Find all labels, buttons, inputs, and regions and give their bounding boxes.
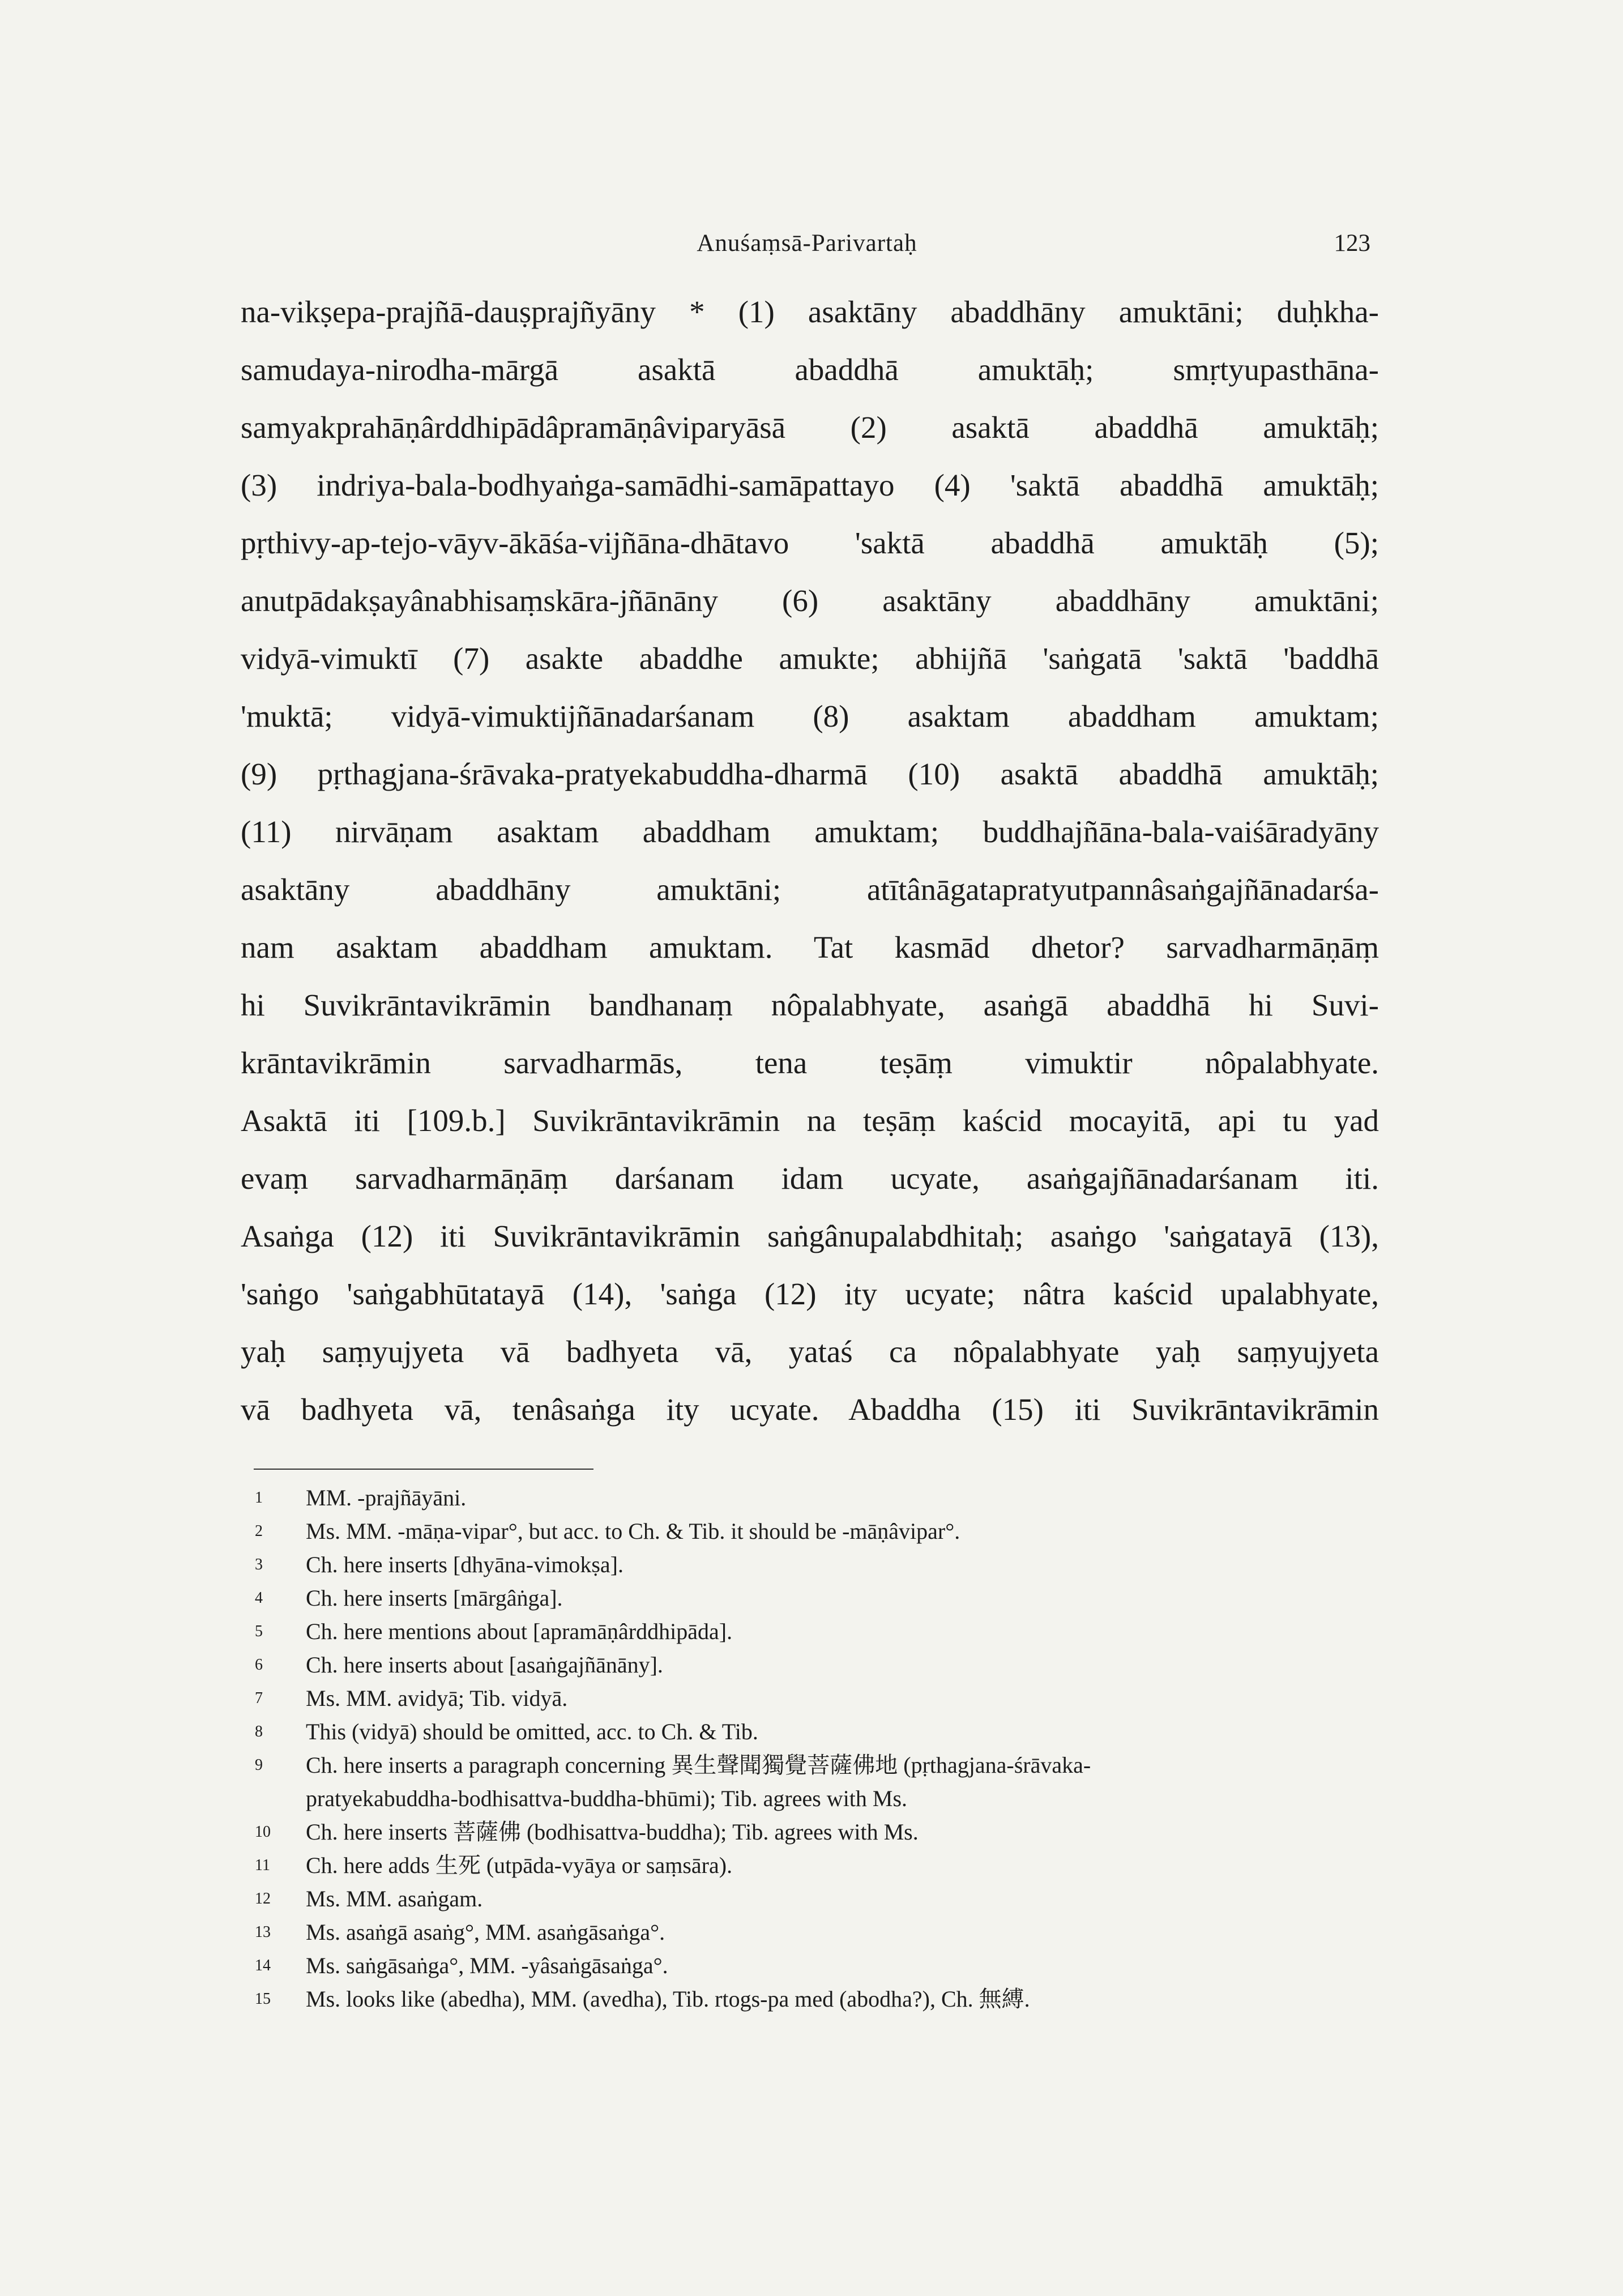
footnote-text: Ch. here inserts about [asaṅgajñānāny]. bbox=[306, 1652, 663, 1678]
text-line: pṛthivy-ap-tejo-vāyv-ākāśa-vijñāna-dhātavo 'saktā abaddhā amuktāḥ (5); bbox=[241, 526, 1379, 560]
footnote-number bbox=[249, 1782, 306, 1815]
footnote bbox=[249, 1615, 1365, 1648]
footnote bbox=[249, 1915, 1365, 1949]
footnote-number: 15 bbox=[255, 1990, 271, 2008]
footnote-text: Ch. here inserts 菩薩佛 (bodhisattva-buddha); Tib. agrees with Ms. bbox=[306, 1819, 919, 1845]
text-line: Asaktā iti [109.b.] Suvikrāntavikrāmin na teṣāṃ kaścid mocayitā, api tu yad bbox=[241, 1103, 1379, 1138]
footnote-number: 13 bbox=[255, 1923, 271, 1941]
footnote-number: 1 bbox=[255, 1489, 263, 1507]
footnote-text: Ms. looks like (abedha), MM. (avedha), Tib. rtogs-pa med (abodha?), Ch. 無縛. bbox=[306, 1986, 1030, 2012]
text-line: Asaṅga (12) iti Suvikrāntavikrāmin saṅgânupalabdhitaḥ; asaṅgo 'saṅgatayā (13), bbox=[241, 1219, 1379, 1253]
footnote-rule bbox=[254, 1469, 593, 1470]
footnote-text: Ms. asaṅgā asaṅg°, MM. asaṅgāsaṅga°. bbox=[306, 1919, 665, 1945]
footnote bbox=[249, 1648, 1365, 1682]
footnote-number: 8 bbox=[255, 1723, 263, 1740]
footnote-number: 11 bbox=[255, 1857, 270, 1874]
footnote-number: 9 bbox=[255, 1756, 263, 1774]
footnote-text: This (vidyā) should be omitted, acc. to Ch. & Tib. bbox=[306, 1719, 758, 1744]
footnote-number: 2 bbox=[255, 1522, 263, 1540]
footnote-number: 5 bbox=[255, 1623, 263, 1640]
footnote bbox=[249, 1849, 1365, 1882]
footnote-number: 4 bbox=[255, 1589, 263, 1607]
text-line: 'saṅgo 'saṅgabhūtatayā (14), 'saṅga (12) ity ucyate; nâtra kaścid upalabhyate, bbox=[241, 1277, 1379, 1311]
text-line: vidyā-vimuktī (7) asakte abaddhe amukte; abhijñā 'saṅgatā 'saktā 'baddhā bbox=[241, 641, 1379, 676]
page-number: 123 bbox=[1334, 230, 1370, 257]
footnote bbox=[249, 1548, 1365, 1581]
footnote bbox=[249, 1682, 1365, 1715]
footnote-text: pratyekabuddha-bodhisattva-buddha-bhūmi); Tib. agrees with Ms. bbox=[306, 1786, 908, 1811]
footnote bbox=[249, 1815, 1365, 1849]
text-line: (9) pṛthagjana-śrāvaka-pratyekabuddha-dharmā (10) asaktā abaddhā amuktāḥ; bbox=[241, 757, 1379, 791]
chapter-title: Anuśaṃsā-Parivartaḥ bbox=[697, 230, 917, 257]
text-line: anutpādakṣayânabhisaṃskāra-jñānāny (6) asaktāny abaddhāny amuktāni; bbox=[241, 583, 1379, 618]
main-text bbox=[241, 283, 1379, 1439]
footnotes bbox=[249, 1481, 1365, 2016]
text-line: yaḥ saṃyujyeta vā badhyeta vā, yataś ca nôpalabhyate yaḥ saṃyujyeta bbox=[241, 1334, 1379, 1369]
text-line: krāntavikrāmin sarvadharmās, tena teṣāṃ vimuktir nôpalabhyate. bbox=[241, 1045, 1379, 1080]
text-line: asaktāny abaddhāny amuktāni; atītânāgatapratyutpannâsaṅgajñānadarśa- bbox=[241, 872, 1379, 907]
footnote-number: 6 bbox=[255, 1656, 263, 1674]
footnote-number: 14 bbox=[255, 1957, 271, 1974]
text-line: samyakprahāṇârddhipādâpramāṇâviparyāsā (2) asaktā abaddhā amuktāḥ; bbox=[241, 410, 1379, 445]
footnote-text: Ch. here mentions about [apramāṇârddhipāda]. bbox=[306, 1619, 733, 1644]
footnote bbox=[249, 1982, 1365, 2016]
text-line: evaṃ sarvadharmāṇāṃ darśanam idam ucyate, asaṅgajñānadarśanam iti. bbox=[241, 1161, 1379, 1196]
text-line: samudaya-nirodha-mārgā asaktā abaddhā amuktāḥ; smṛtyupasthāna- bbox=[241, 352, 1379, 387]
footnote-text: Ms. MM. asaṅgam. bbox=[306, 1886, 483, 1911]
footnote-text: Ch. here inserts [mārgâṅga]. bbox=[306, 1585, 563, 1611]
footnote bbox=[249, 1715, 1365, 1748]
text-line: 'muktā; vidyā-vimuktijñānadarśanam (8) asaktam abaddham amuktam; bbox=[241, 699, 1379, 733]
footnote-number: 12 bbox=[255, 1890, 271, 1907]
text-line: nam asaktam abaddham amuktam. Tat kasmād dhetor? sarvadharmāṇāṃ bbox=[241, 930, 1379, 965]
footnote bbox=[249, 1748, 1365, 1782]
footnote-number: 3 bbox=[255, 1556, 263, 1573]
footnote-text: Ms. saṅgāsaṅga°, MM. -yâsaṅgāsaṅga°. bbox=[306, 1953, 668, 1978]
footnote-text: Ms. MM. -māṇa-vipar°, but acc. to Ch. & Tib. it should be -māṇâvipar°. bbox=[306, 1518, 960, 1544]
footnote bbox=[249, 1581, 1365, 1615]
text-line: vā badhyeta vā, tenâsaṅga ity ucyate. Abaddha (15) iti Suvikrāntavikrāmin bbox=[241, 1392, 1379, 1427]
footnote bbox=[249, 1514, 1365, 1548]
footnote-text: Ch. here adds 生死 (utpāda-vyāya or saṃsāra). bbox=[306, 1853, 733, 1878]
footnote-number: 7 bbox=[255, 1689, 263, 1707]
footnote bbox=[249, 1949, 1365, 1982]
footnote-text: Ch. here inserts a paragraph concerning 異生聲聞獨覺菩薩佛地 (pṛthagjana-śrāvaka- bbox=[306, 1752, 1091, 1778]
footnote bbox=[249, 1882, 1365, 1915]
footnote-text: Ms. MM. avidyā; Tib. vidyā. bbox=[306, 1685, 568, 1711]
text-line: (3) indriya-bala-bodhyaṅga-samādhi-samāpattayo (4) 'saktā abaddhā amuktāḥ; bbox=[241, 468, 1379, 502]
running-header bbox=[244, 229, 1370, 269]
footnote bbox=[249, 1782, 1365, 1815]
text-line: hi Suvikrāntavikrāmin bandhanaṃ nôpalabhyate, asaṅgā abaddhā hi Suvi- bbox=[241, 988, 1379, 1022]
footnote-text: MM. -prajñāyāni. bbox=[306, 1485, 467, 1510]
text-line: na-vikṣepa-prajñā-dauṣprajñyāny * (1) asaktāny abaddhāny amuktāni; duḥkha- bbox=[241, 295, 1379, 329]
text-line: (11) nirvāṇam asaktam abaddham amuktam; buddhajñāna-bala-vaiśāradyāny bbox=[241, 814, 1379, 849]
footnote-text: Ch. here inserts [dhyāna-vimokṣa]. bbox=[306, 1552, 623, 1577]
footnote bbox=[249, 1481, 1365, 1514]
footnote-number: 10 bbox=[255, 1823, 271, 1841]
